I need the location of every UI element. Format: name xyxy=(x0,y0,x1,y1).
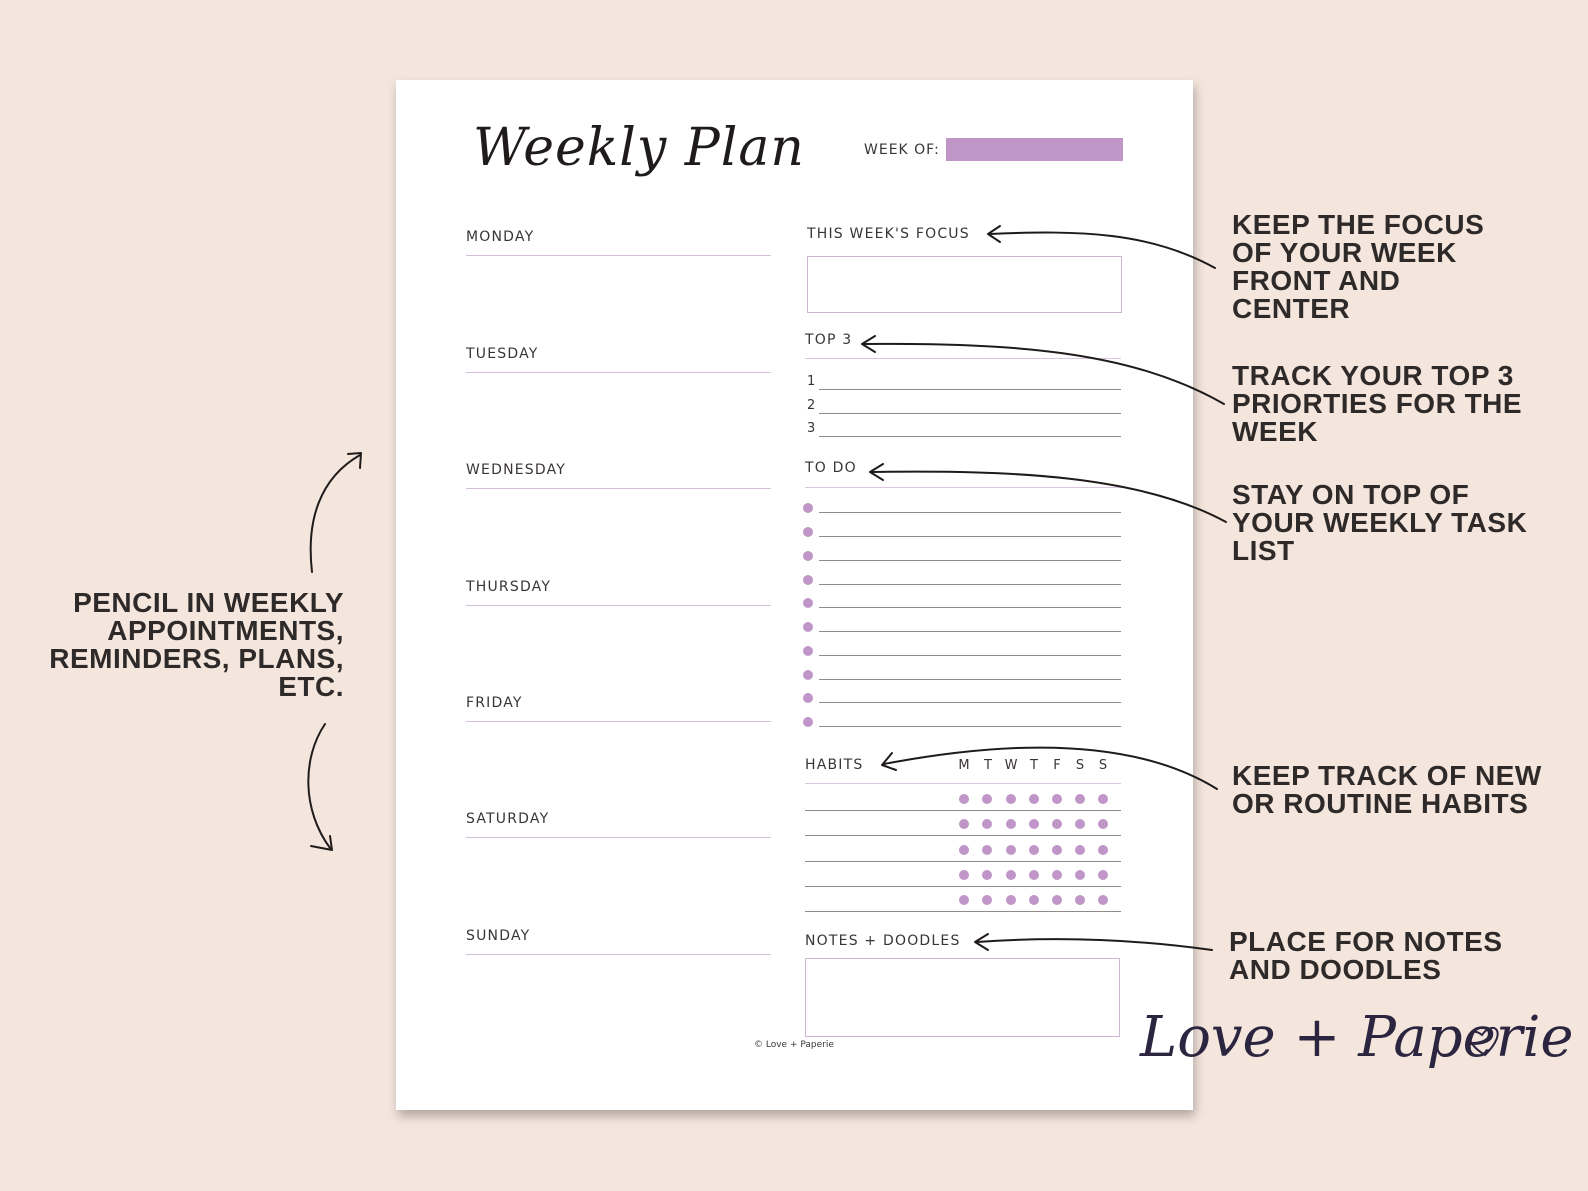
day-label: SATURDAY xyxy=(466,811,550,827)
top3-number: 2 xyxy=(807,398,816,413)
top3-label: TOP 3 xyxy=(805,332,853,348)
callout-line: OR ROUTINE HABITS xyxy=(1232,788,1529,819)
arrow-notes xyxy=(977,939,1212,950)
arrow-focus xyxy=(990,233,1215,268)
callout-line: TRACK YOUR TOP 3 xyxy=(1232,360,1514,391)
focus-label: THIS WEEK'S FOCUS xyxy=(807,226,970,242)
habit-day-label: S xyxy=(1098,758,1108,773)
habit-day-label: M xyxy=(958,758,970,773)
callout-line: KEEP TRACK OF NEW xyxy=(1232,760,1542,791)
habit-day-label: S xyxy=(1075,758,1085,773)
habit-day-label: T xyxy=(984,758,992,773)
callout-line: APPOINTMENTS, xyxy=(107,615,344,646)
callout-line: FRONT AND xyxy=(1232,265,1401,296)
callout-line: KEEP THE FOCUS xyxy=(1232,209,1485,240)
habit-day-label: W xyxy=(1004,758,1018,773)
habit-day-label: F xyxy=(1053,758,1061,773)
callout-line: CENTER xyxy=(1232,293,1351,324)
arrow-days-up xyxy=(311,455,360,572)
day-label: SUNDAY xyxy=(466,928,531,944)
arrow-top3 xyxy=(864,344,1224,404)
day-label: FRIDAY xyxy=(466,695,523,711)
day-label: MONDAY xyxy=(466,229,535,245)
day-label: TUESDAY xyxy=(466,346,539,362)
day-label: WEDNESDAY xyxy=(466,462,567,478)
arrow-days-down xyxy=(308,724,330,848)
callout-line: AND DOODLES xyxy=(1229,954,1442,985)
callout-line: PENCIL IN WEEKLY xyxy=(73,587,344,618)
callout-line: PRIORTIES FOR THE xyxy=(1232,388,1523,419)
habits-label: HABITS xyxy=(805,757,864,773)
copyright: © Love + Paperie xyxy=(754,1040,834,1050)
notes-label: NOTES + DOODLES xyxy=(805,933,961,949)
callout-line: WEEK xyxy=(1232,416,1318,447)
day-label: THURSDAY xyxy=(466,579,552,595)
top3-number: 1 xyxy=(807,374,816,389)
callout-line: LIST xyxy=(1232,535,1295,566)
arrow-todo xyxy=(872,472,1226,522)
brand-logo: Love + Paperie xyxy=(1140,1005,1574,1070)
callout-line: YOUR WEEKLY TASK xyxy=(1232,507,1528,538)
arrow-habits xyxy=(884,748,1217,789)
callout-line: OF YOUR WEEK xyxy=(1232,237,1457,268)
callout-line: ETC. xyxy=(278,671,344,702)
callout-line: REMINDERS, PLANS, xyxy=(49,643,344,674)
callout-line: STAY ON TOP OF xyxy=(1232,479,1470,510)
top3-number: 3 xyxy=(807,421,816,436)
callout-line: PLACE FOR NOTES xyxy=(1229,926,1503,957)
todo-label: TO DO xyxy=(805,460,857,476)
week-of-label: WEEK OF: xyxy=(864,142,940,158)
page-title: Weekly Plan xyxy=(473,118,805,178)
habit-day-label: T xyxy=(1030,758,1038,773)
